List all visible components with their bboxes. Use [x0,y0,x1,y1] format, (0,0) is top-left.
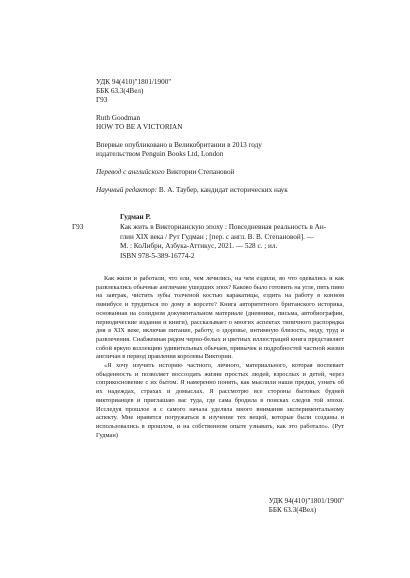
original-title: HOW TO BE A VICTORIAN [96,123,183,131]
book-summary [96,275,344,440]
editor-credit [96,186,288,195]
translator-name: Виктории Степановой [166,168,235,176]
author-mark: Г93 [96,96,108,104]
catalog-heading [96,213,344,223]
summary-paragraph-1: Как жили и работали, что ели, чем лечились, на чем ездили, во что одевались и как развлекались обычные англичане ушедших эпох? Каково было готовить на угле, пить пиво на завтрак, чистить зубы толченой костью каракатицы, ездить на работу в конном омнибусе и трудиться по дому в корсете? Книга авторитетного британского историка, основанная на солидном документальном материале (дневники, письма, автобиографии, периодические издания и книги), рассказывает о многих аспектах типичного распорядка дня в XIX веке, включая питание, работу, о здоровье, интимную близость, моду, труд и развлечения. Снабженная рядом черно-белых и цветных иллюстраций книга представляет собой яркую коллекцию удивительных обычаев, привычек и подробностей частной жизни англичан в период правления королевы Виктории. [96,275,344,361]
catalog-line: глии XIX века / Рут Гудман ; [пер. с англ. В. В. Степановой]. — [120,232,314,241]
catalog-author: Гудман Р. [120,213,151,221]
catalog-code: Г93 [72,222,84,231]
translation-credit [96,168,234,177]
bbk-code: ББК 63.3(4Вел) [96,87,144,95]
udk-code: УДК 94(410)"1801/1900" [96,78,172,86]
summary-paragraph-2: «Я хочу изучить историю частного, личного, материального, которая воспевает обыденность и позволяет воссоздать жизни простых людей, взрослых и детей, через соприкосновение с их бытом. Я намеренно понять, как мыслили наши предки, узнать об их надеждах, страхах и домыслах. Я рассмотрю все стороны бытовых будней викторианцев и приглашаю вас туда, где сама бродила в поисках следов той эпохи. Исследуя прошлое я с самого начала уделяла много внимания экспериментальному аспекту. Мне нравится погружаться в изучение тех вещей, которые были созданы и использовались в прошлом, и на собственном опыте узнавать, как это работало». (Рут Гудман) [96,362,344,439]
editor-name: В. А. Таубер, кандидат исторических наук [158,186,288,194]
original-author: Ruth Goodman [96,114,141,122]
publication-line-1: Впервые опубликовано в Великобритании в 2013 году [96,141,262,149]
catalog-isbn: ISBN 978-5-389-16774-2 [120,252,195,261]
catalog-line: Г93 Как жить в Викторианскую эпоху : Повседневная реальность в Ан- [72,222,327,231]
bbk-code-repeat: ББК 63.3(4Вел) [268,506,317,514]
catalog-entry [72,213,344,262]
publication-line-2: издательством Penguin Books Ltd, London [96,150,224,158]
udk-code-repeat: УДК 94(410)"1801/1900" [268,497,344,505]
translation-label: Перевод с английского [96,168,165,176]
editor-label: Научный редактор: [96,186,158,194]
catalog-line: М. : КоЛибри, Азбука-Аттикус, 2021. — 528 с. ; ил. [120,242,278,251]
classification-codes [269,497,344,515]
